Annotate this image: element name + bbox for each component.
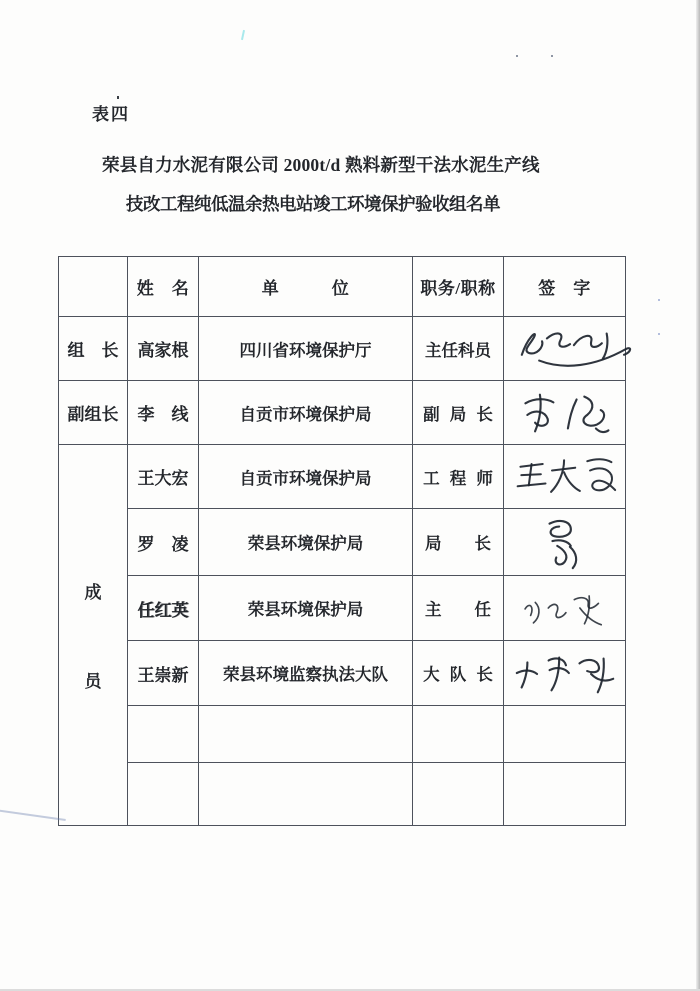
unit-cell: 四川省环境保护厅 bbox=[199, 317, 413, 381]
name-cell: 王崇新 bbox=[128, 641, 199, 706]
scan-artifact bbox=[516, 55, 518, 57]
document-title-line1: 荣县自力水泥有限公司 2000t/d 熟料新型干法水泥生产线 bbox=[102, 155, 540, 175]
ink-stroke bbox=[587, 459, 611, 462]
unit-cell: 自贡市环境保护局 bbox=[199, 381, 413, 445]
signature-luo-ling bbox=[506, 512, 624, 572]
scan-edge-right bbox=[696, 0, 700, 991]
unit-cell: 荣县环境保护局 bbox=[199, 509, 413, 576]
ink-stroke bbox=[549, 521, 570, 537]
ink-stroke bbox=[548, 604, 566, 617]
ink-stroke bbox=[533, 602, 539, 622]
role-cell-deputy: 副组长 bbox=[59, 381, 128, 445]
position-cell: 主 任 bbox=[413, 576, 504, 641]
ink-stroke bbox=[539, 348, 630, 366]
ink-stroke bbox=[552, 540, 570, 546]
role-cell-leader: 组 长 bbox=[59, 317, 128, 381]
table-row-leader bbox=[59, 317, 626, 381]
ink-stroke bbox=[522, 334, 543, 355]
signature-cell bbox=[504, 763, 626, 826]
scan-artifact bbox=[241, 30, 245, 40]
name-cell bbox=[128, 706, 199, 763]
table-row-deputy bbox=[59, 381, 626, 445]
scan-artifact bbox=[117, 96, 119, 99]
ink-stroke bbox=[567, 399, 576, 428]
unit-cell bbox=[199, 706, 413, 763]
ink-stroke bbox=[603, 333, 608, 358]
signature-gao-jiagen bbox=[504, 322, 638, 376]
position-cell: 大 队 长 bbox=[413, 641, 504, 706]
scan-artifact bbox=[658, 333, 660, 335]
name-cell: 李 线 bbox=[128, 381, 199, 445]
ink-stroke bbox=[547, 333, 570, 346]
ink-stroke bbox=[583, 396, 604, 425]
table-row-member bbox=[59, 576, 626, 641]
scan-artifact bbox=[551, 55, 553, 57]
position-cell: 副 局 长 bbox=[413, 381, 504, 445]
table-row-empty bbox=[59, 763, 626, 826]
signature-ren-hongying bbox=[506, 582, 624, 634]
ink-stroke bbox=[574, 335, 602, 346]
table-row-empty bbox=[59, 706, 626, 763]
ink-stroke bbox=[574, 598, 598, 608]
header-signature-cell: 签 字 bbox=[504, 257, 626, 317]
table-row-member bbox=[59, 641, 626, 706]
unit-cell: 荣县环境保护局 bbox=[199, 576, 413, 641]
signature-wang-chongxin bbox=[504, 646, 626, 700]
signature-cell bbox=[504, 509, 626, 576]
ink-stroke bbox=[549, 658, 566, 665]
signature-wang-dahong bbox=[506, 451, 624, 503]
ink-stroke bbox=[595, 428, 608, 432]
ink-stroke bbox=[564, 472, 580, 491]
unit-cell bbox=[199, 763, 413, 826]
signature-cell bbox=[504, 445, 626, 509]
signature-cell bbox=[504, 706, 626, 763]
signature-cell bbox=[504, 641, 626, 706]
ink-stroke bbox=[525, 605, 532, 615]
ink-stroke bbox=[590, 468, 615, 490]
signature-cell bbox=[504, 317, 626, 381]
header-role-cell bbox=[59, 257, 128, 317]
scan-artifact bbox=[0, 809, 66, 821]
ink-stroke bbox=[579, 660, 599, 672]
signature-cell bbox=[504, 381, 626, 445]
table-row-member bbox=[59, 445, 626, 509]
role-cell-members bbox=[59, 445, 128, 826]
document-title-line2: 技改工程纯低温余热电站竣工环境保护验收组名单 bbox=[126, 194, 500, 214]
name-cell bbox=[128, 763, 199, 826]
position-cell: 局 长 bbox=[413, 509, 504, 576]
ink-stroke bbox=[555, 546, 566, 565]
ink-stroke bbox=[551, 460, 564, 492]
name-cell: 任红英 bbox=[128, 576, 199, 641]
ink-stroke bbox=[527, 411, 548, 425]
table-row-member bbox=[59, 509, 626, 576]
header-name-cell: 姓 名 bbox=[128, 257, 199, 317]
header-position-cell: 职务/职称 bbox=[413, 257, 504, 317]
unit-cell: 荣县环境监察执法大队 bbox=[199, 641, 413, 706]
signature-li-xian bbox=[509, 385, 621, 441]
unit-cell: 自贡市环境保护局 bbox=[199, 445, 413, 509]
member-role-label bbox=[59, 578, 127, 692]
header-unit-cell: 单 位 bbox=[199, 257, 413, 317]
ink-stroke bbox=[522, 662, 528, 687]
position-cell bbox=[413, 763, 504, 826]
name-cell: 王大宏 bbox=[128, 445, 199, 509]
signature-cell bbox=[504, 576, 626, 641]
position-cell: 主任科员 bbox=[413, 317, 504, 381]
position-cell: 工 程 师 bbox=[413, 445, 504, 509]
name-cell: 罗 凌 bbox=[128, 509, 199, 576]
ink-stroke bbox=[552, 658, 560, 691]
ink-stroke bbox=[569, 547, 575, 568]
position-cell bbox=[413, 706, 504, 763]
name-cell: 高家根 bbox=[128, 317, 199, 381]
member-char-top: 成 bbox=[84, 583, 102, 602]
table-number-label: 表四 bbox=[92, 105, 130, 124]
ink-stroke bbox=[528, 464, 531, 485]
member-char-bottom: 员 bbox=[84, 672, 102, 691]
acceptance-group-roster-table bbox=[58, 256, 626, 826]
scan-artifact bbox=[658, 299, 660, 301]
header-row bbox=[59, 257, 626, 317]
ink-stroke bbox=[579, 608, 600, 625]
ink-stroke bbox=[517, 483, 545, 486]
ink-stroke bbox=[525, 399, 553, 403]
